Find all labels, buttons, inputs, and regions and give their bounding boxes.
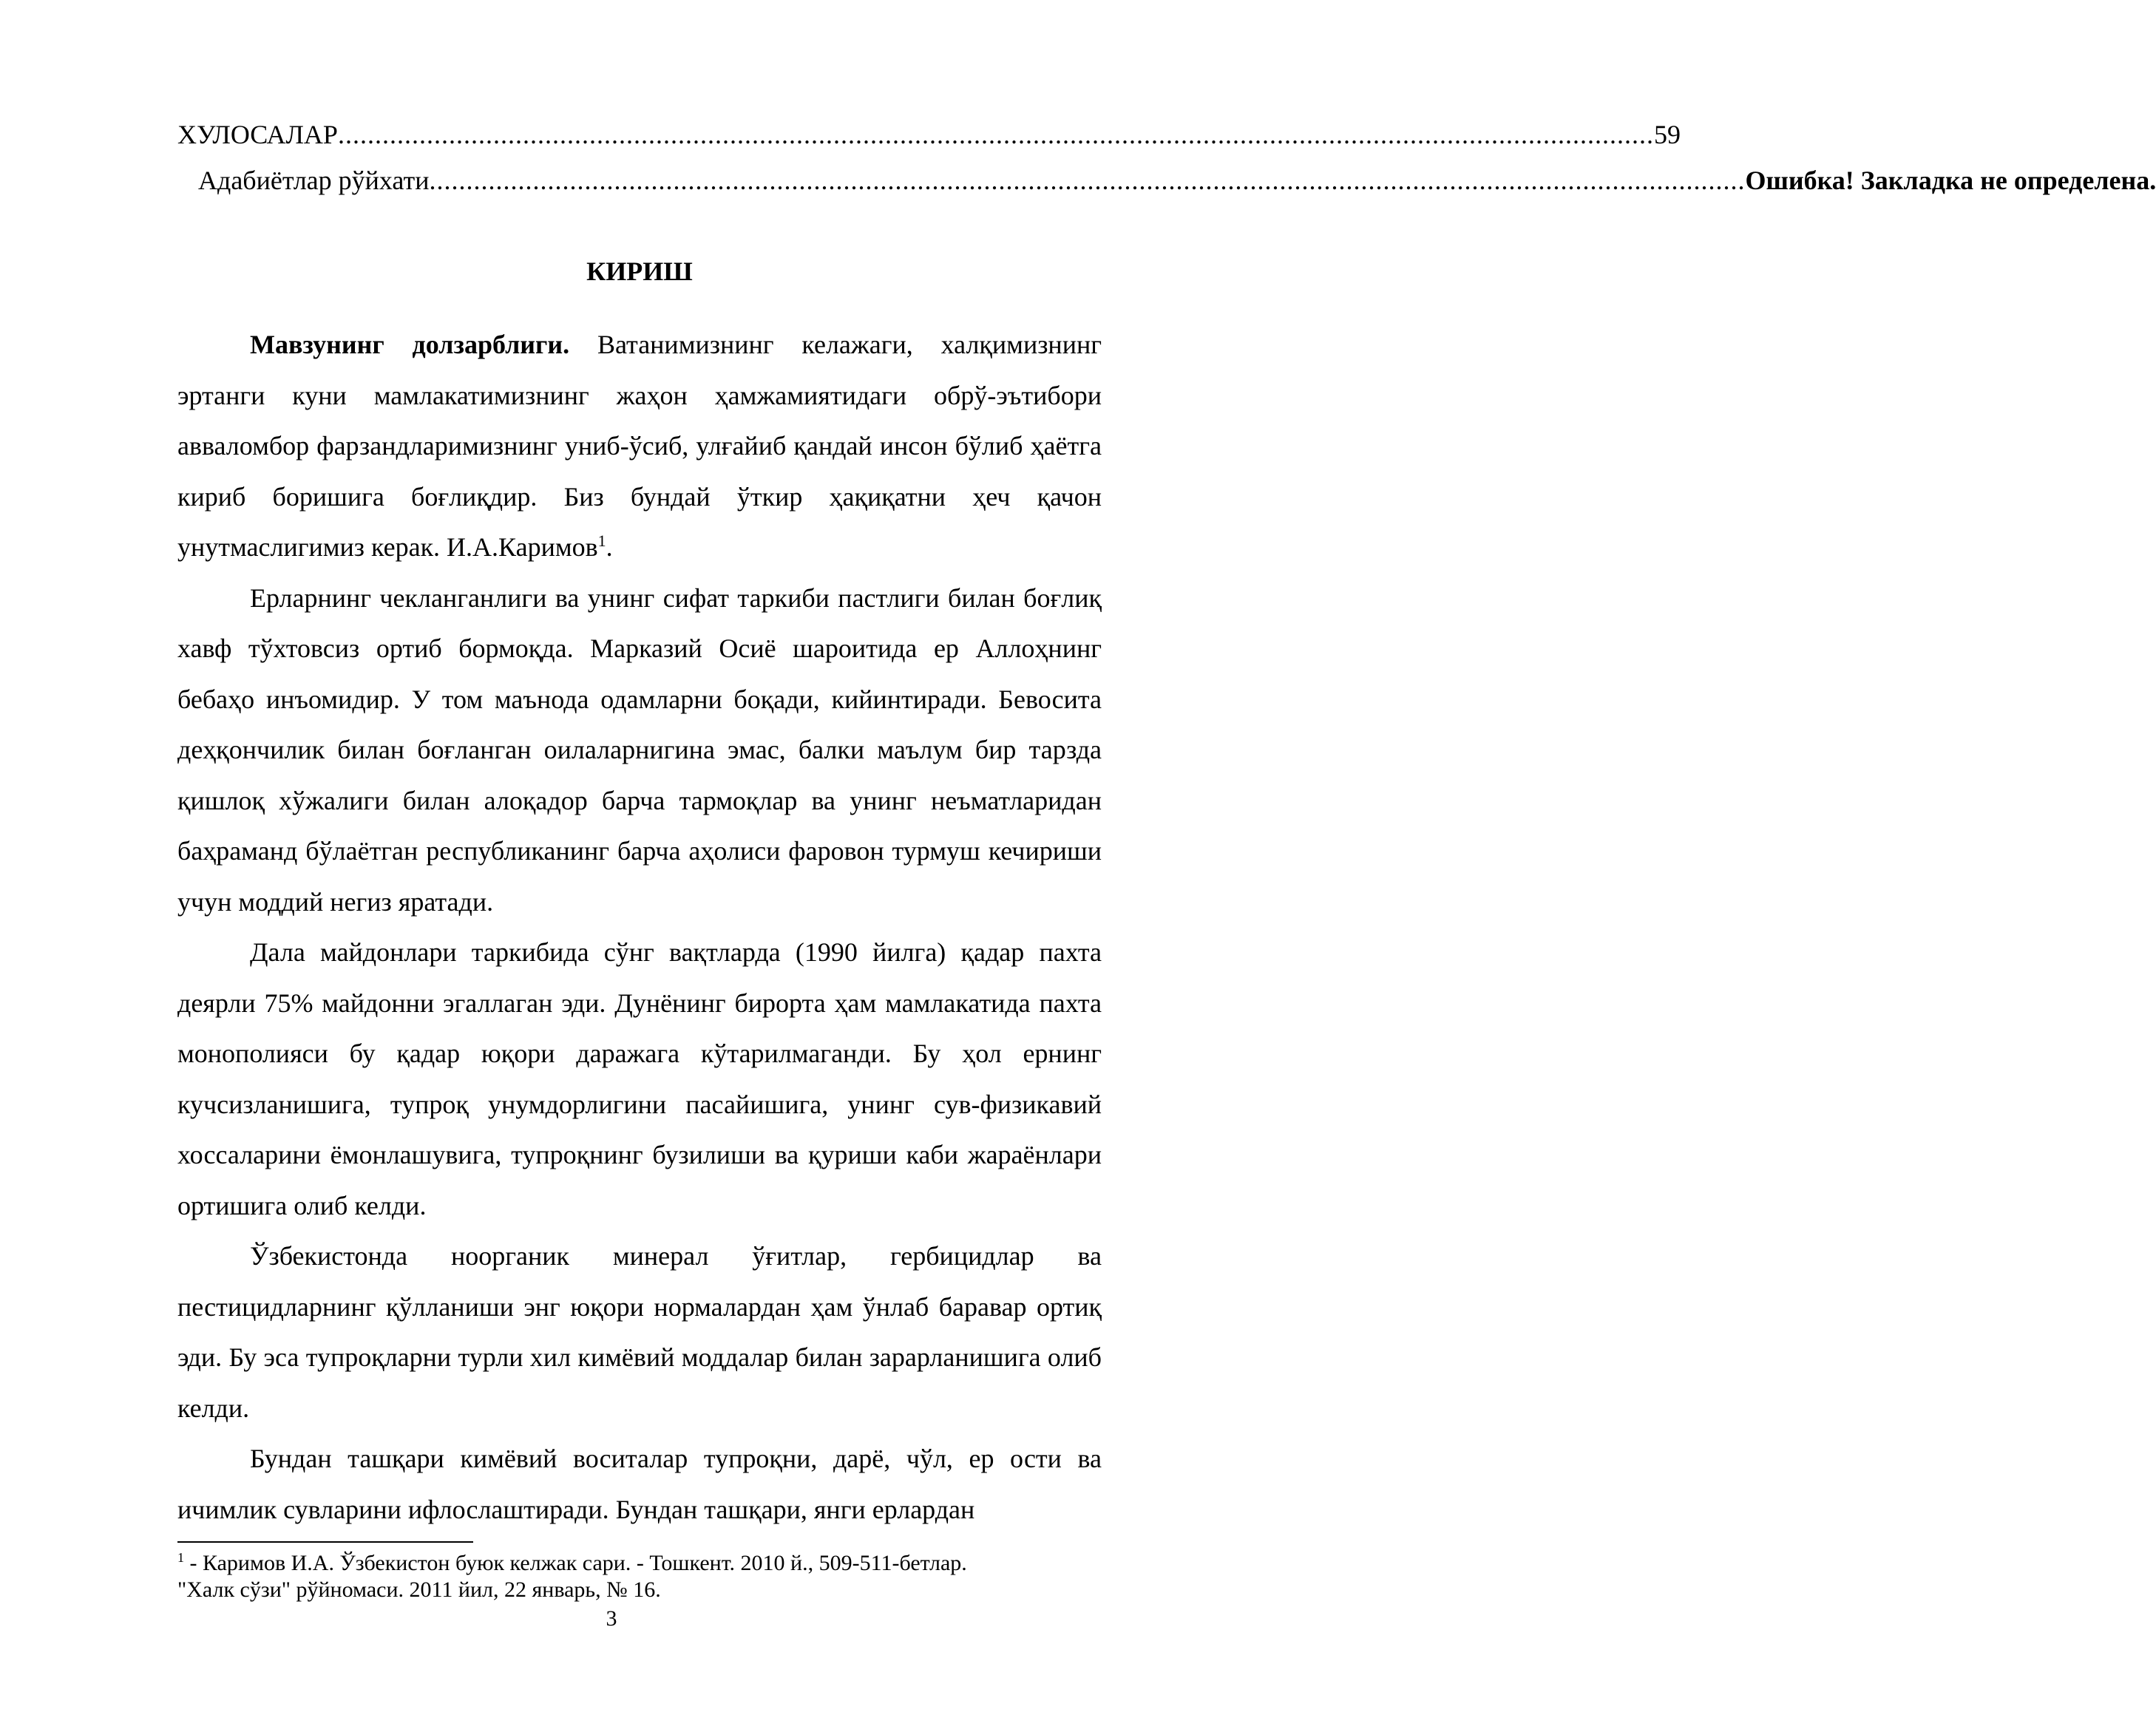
section-body: [177, 319, 1102, 1535]
paragraph: Бундан ташқари кимёвий воситалар тупроқни, дарё, чўл, ер ости ва ичимлик сувларини ифлослаштиради. Бундан ташқари, янги ерлардан: [177, 1444, 1102, 1524]
paragraph: Ўзбекистонда ноорганик минерал ўғитлар, гербицидлар ва пестицидларнинг қўлланиши энг юқори нормалардан ҳам ўнлаб баравар ортиқ эди. Бу эса тупроқларни турли хил кимёвий моддалар билан зарарланишига олиб келди.: [177, 1241, 1102, 1423]
paragraph: Дала майдонлари таркибида сўнг вақтларда (1990 йилга) қадар пахта деярли 75% майдонни эгаллаган эди. Дунёнинг бирорта ҳам мамлакатида пахта монополияси бу қадар юқори даражага кўтарилмаганди. Бу ҳол ернинг кучсизланишига, тупроқ унумдорлигини пасайишига, унинг сув-физикавий хоссаларини ёмонлашувига, тупроқнинг бузилиши ва қуриши каби жараёнлари ортишига олиб келди.: [177, 937, 1102, 1220]
paragraph-text: Ватанимизнинг келажаги, халқимизнинг эртанги куни мамлакатимизнинг жаҳон ҳамжамиятидаги обрў-эътибори авваломбор фарзандларимизнинг униб-ўсиб, улғайиб қандай инсон бўлиб ҳаётга кириб боришига боғлиқдир. Биз бундай ўткир ҳақиқатни ҳеч қачон унутмаслигимиз керак. И.А.Каримов: [177, 330, 1102, 562]
footnote-line: [177, 1550, 1102, 1577]
toc-entry-title: Адабиётлар рўйхати: [198, 166, 430, 195]
paragraph-lead: Мавзунинг долзарблиги.: [250, 330, 570, 359]
toc-entry-bibliography[interactable]: [198, 164, 2156, 197]
toc-entry-page: 59: [1653, 120, 1681, 149]
footnote-separator: [177, 1541, 473, 1543]
footnote: [177, 1550, 1102, 1603]
toc-entry-error: Ошибка! Закладка не определена.: [1745, 166, 2156, 195]
section-heading: КИРИШ: [586, 257, 693, 286]
footnote-text: - Каримов И.А. Ўзбекистон буюк келжак сари. - Тошкент. 2010 й., 509-511-бетлар.: [184, 1551, 967, 1575]
paragraph-tail: .: [606, 532, 613, 562]
toc-entry-conclusions[interactable]: [177, 118, 1681, 151]
toc-entry-title: ХУЛОСАЛАР: [177, 120, 338, 149]
paragraph: [177, 319, 1102, 573]
footnote-reference[interactable]: 1: [597, 531, 606, 550]
footnote-line: "Халк сўзи" рўйномаси. 2011 йил, 22 январь, № 16.: [177, 1577, 661, 1602]
page-number: 3: [606, 1606, 617, 1631]
toc-leader-dots: ..................................................................................................................................................................................: [337, 120, 1654, 149]
toc-leader-dots: ..................................................................................................................................................................................: [429, 166, 1746, 195]
paragraph: Ерларнинг чекланганлиги ва унинг сифат таркиби пастлиги билан боғлиқ хавф тўхтовсиз ортиб бормоқда. Марказий Осиё шароитида ер Аллоҳнинг бебаҳо инъомидир. У том маънода одамларни боқади, кийинтиради. Бевосита деҳқончилик билан боғланган оилаларнигина эмас, балки маълум бир тарзда қишлоқ хўжалиги билан алоқадор барча тармоқлар ва унинг неъматларидан баҳраманд бўлаётган республиканинг барча аҳолиси фаровон турмуш кечириши учун моддий негиз яратади.: [177, 582, 1102, 917]
footnote-mark: 1: [177, 1550, 184, 1565]
